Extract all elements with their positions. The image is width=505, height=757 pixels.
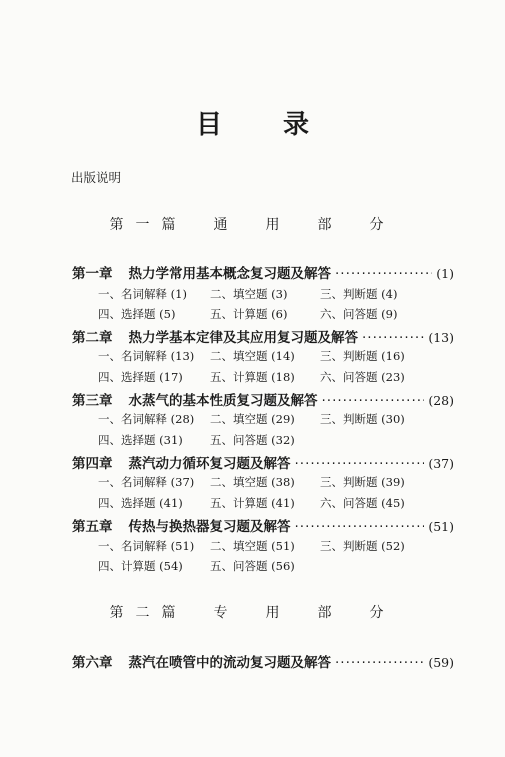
section-item: 三、判断题 (4) <box>320 287 398 301</box>
section-item: 四、计算题 (54) <box>98 559 183 573</box>
chapter-title: 传热与换热器复习题及解答 <box>128 519 291 535</box>
leader-dots <box>295 519 425 535</box>
section-row <box>72 432 480 448</box>
section-row <box>72 369 480 385</box>
section-item: 二、填空题 (29) <box>210 412 295 426</box>
page-number: (59) <box>428 655 454 670</box>
chapter-title: 水蒸气的基本性质复习题及解答 <box>128 393 318 409</box>
page-title <box>0 104 505 141</box>
section-item: 四、选择题 (17) <box>98 370 183 384</box>
page-number: (1) <box>436 266 454 281</box>
preface-entry: 出版说明 <box>71 170 122 185</box>
section-item: 二、填空题 (51) <box>210 539 295 553</box>
section-item: 一、名词解释 (28) <box>98 412 195 426</box>
section-item: 四、选择题 (5) <box>98 307 176 321</box>
chapter-number: 第四章 <box>72 456 113 472</box>
section-item: 五、计算题 (6) <box>210 307 288 321</box>
part-2-heading: 第二篇 专 用 部 分 <box>109 605 396 621</box>
chapter-title: 蒸汽动力循环复习题及解答 <box>128 456 291 472</box>
leader-dots <box>335 266 432 282</box>
leader-dots <box>335 655 424 671</box>
chapter-4-entry <box>72 452 454 472</box>
section-item: 一、名词解释 (13) <box>98 349 195 363</box>
section-item: 三、判断题 (52) <box>320 539 405 553</box>
page-number: (37) <box>428 456 454 471</box>
section-item: 五、计算题 (41) <box>210 496 295 510</box>
chapter-number: 第二章 <box>72 330 113 346</box>
section-row <box>72 474 480 490</box>
leader-dots <box>295 456 425 472</box>
section-row <box>72 558 480 574</box>
section-item: 一、名词解释 (51) <box>98 539 195 553</box>
chapter-number: 第六章 <box>72 655 113 671</box>
part-1-heading: 第一篇 通 用 部 分 <box>109 217 396 233</box>
section-item: 二、填空题 (3) <box>210 287 288 301</box>
chapter-title: 蒸汽在喷管中的流动复习题及解答 <box>128 655 331 671</box>
section-item: 一、名词解释 (37) <box>98 475 195 489</box>
leader-dots <box>362 330 424 346</box>
section-item: 五、计算题 (18) <box>210 370 295 384</box>
section-item: 六、问答题 (45) <box>320 496 405 510</box>
section-row <box>72 411 480 427</box>
section-item: 三、判断题 (30) <box>320 412 405 426</box>
page-number: (13) <box>428 330 454 345</box>
page-number: (51) <box>428 519 454 534</box>
chapter-5-entry <box>72 515 454 535</box>
section-row <box>72 538 480 554</box>
chapter-6-entry <box>72 651 454 671</box>
chapter-number: 第三章 <box>72 393 113 409</box>
chapter-title: 热力学基本定律及其应用复习题及解答 <box>128 330 358 346</box>
section-item: 三、判断题 (16) <box>320 349 405 363</box>
section-row <box>72 306 480 322</box>
title-char-1: 目 <box>195 110 222 140</box>
section-item: 四、选择题 (41) <box>98 496 183 510</box>
chapter-title: 热力学常用基本概念复习题及解答 <box>128 266 331 282</box>
section-item: 六、问答题 (23) <box>320 370 405 384</box>
leader-dots <box>322 393 425 409</box>
section-row <box>72 495 480 511</box>
title-char-2: 录 <box>283 110 310 140</box>
section-item: 四、选择题 (31) <box>98 433 183 447</box>
chapter-3-entry <box>72 389 454 409</box>
section-row <box>72 286 480 302</box>
chapter-number: 第五章 <box>72 519 113 535</box>
chapter-1-entry <box>72 262 454 282</box>
section-item: 二、填空题 (38) <box>210 475 295 489</box>
section-item: 五、问答题 (56) <box>210 559 295 573</box>
page-number: (28) <box>428 393 454 408</box>
section-item: 二、填空题 (14) <box>210 349 295 363</box>
section-item: 三、判断题 (39) <box>320 475 405 489</box>
section-item: 六、问答题 (9) <box>320 307 398 321</box>
section-item: 一、名词解释 (1) <box>98 287 187 301</box>
section-row <box>72 348 480 364</box>
section-item: 五、问答题 (32) <box>210 433 295 447</box>
chapter-2-entry <box>72 326 454 346</box>
chapter-number: 第一章 <box>72 266 113 282</box>
